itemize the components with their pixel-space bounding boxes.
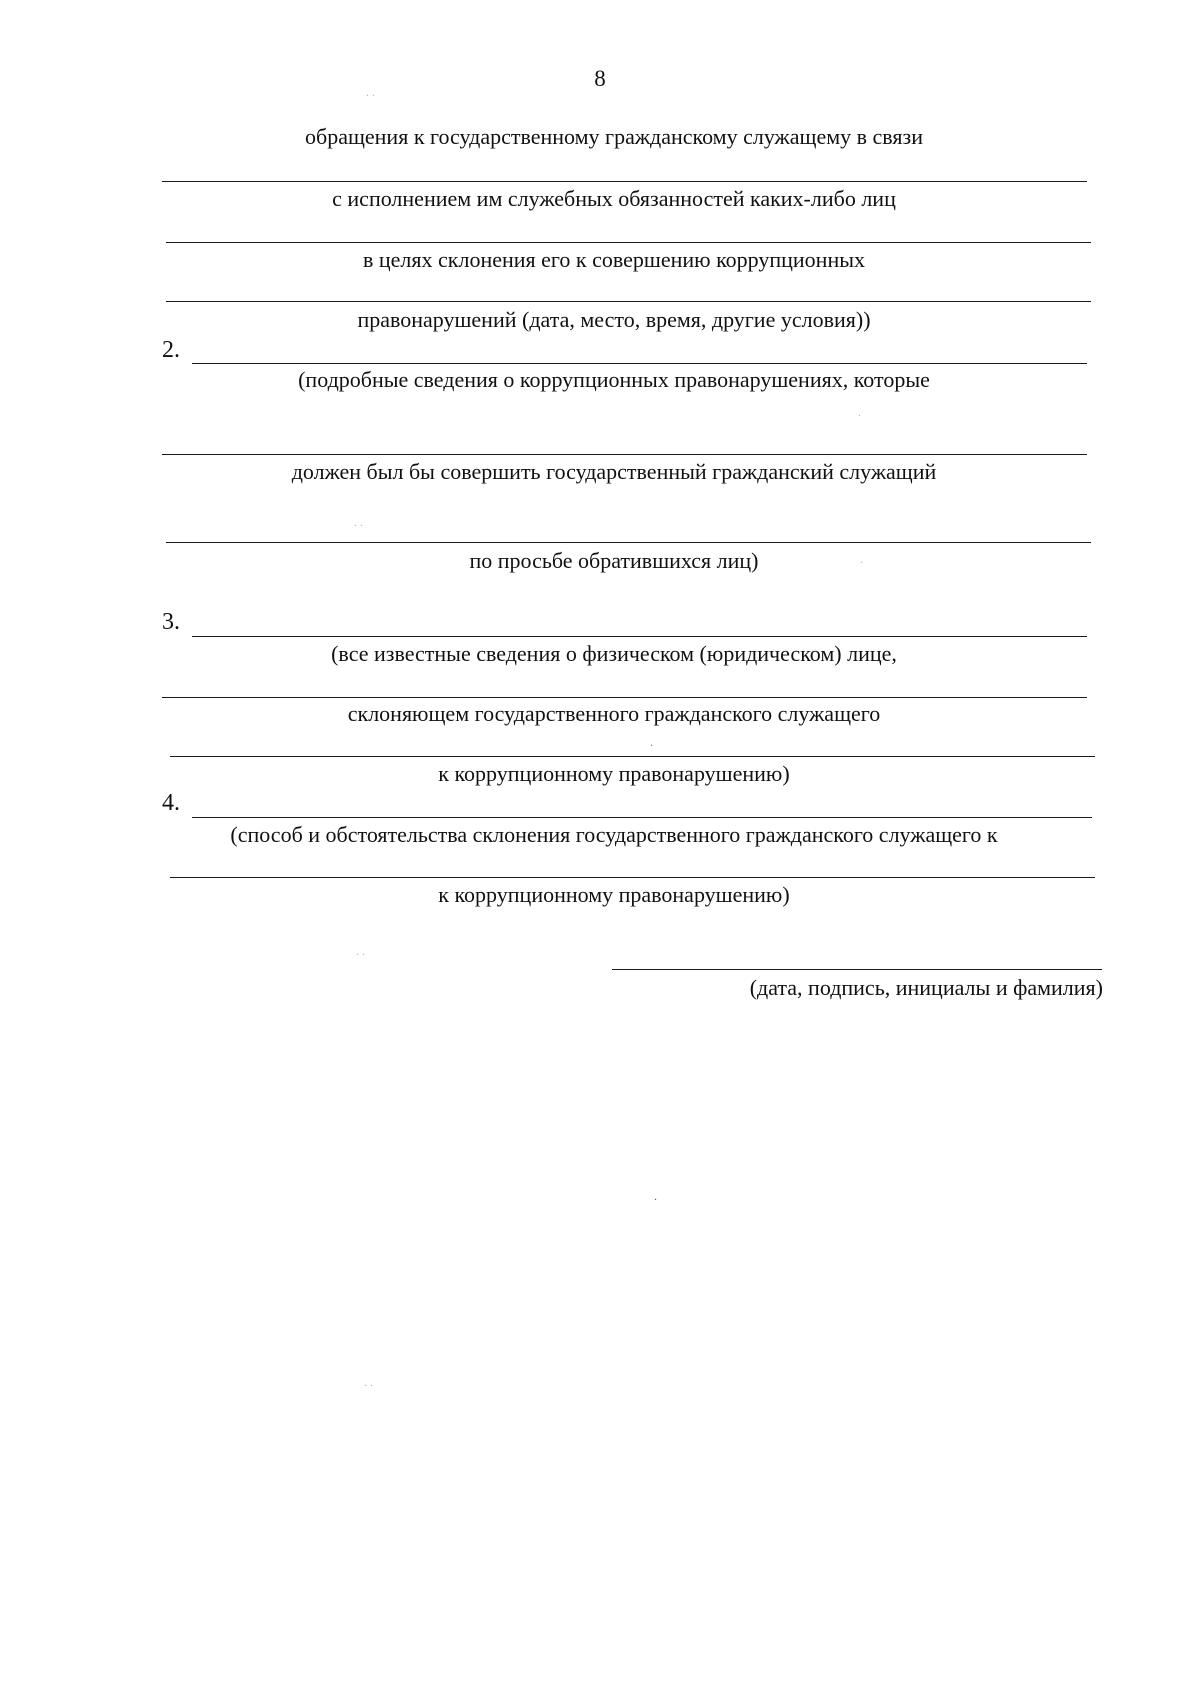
- scan-speck: . .: [366, 85, 375, 99]
- fill-line: [192, 363, 1087, 364]
- caption-line-10: к коррупционному правонарушению): [438, 761, 790, 786]
- caption-line-5: (подробные сведения о коррупционных правонарушениях, которые: [298, 367, 930, 392]
- scan-speck: .: [860, 552, 863, 566]
- caption-line-1: обращения к государственному гражданскому служащему в связи: [305, 124, 923, 149]
- caption-line-2: с исполнением им служебных обязанностей каких-либо лиц: [332, 186, 896, 211]
- scan-speck: .: [650, 735, 653, 749]
- item-number-4: 4.: [162, 790, 180, 816]
- fill-line: [166, 542, 1091, 543]
- fill-line: [166, 242, 1091, 243]
- fill-line: [162, 181, 1087, 182]
- fill-line: [162, 454, 1087, 455]
- item-number-2: 2.: [162, 337, 180, 363]
- item-number-3: 3.: [162, 609, 180, 635]
- caption-line-6: должен был бы совершить государственный гражданский служащий: [291, 459, 937, 484]
- caption-line-8: (все известные сведения о физическом (юридическом) лице,: [331, 641, 897, 666]
- scan-speck: .: [858, 405, 861, 419]
- caption-line-11: (способ и обстоятельства склонения государственного гражданского служащего к: [230, 822, 998, 847]
- fill-line: [192, 817, 1092, 818]
- fill-line: [170, 877, 1095, 878]
- fill-line: [162, 697, 1087, 698]
- signature-caption: (дата, подпись, инициалы и фамилия): [749, 975, 1103, 1000]
- caption-line-3: в целях склонения его к совершению коррупционных: [363, 247, 865, 272]
- caption-line-7: по просьбе обратившихся лиц): [469, 548, 759, 573]
- caption-line-9: склоняющем государственного гражданского служащего: [347, 701, 881, 726]
- caption-line-4: правонарушений (дата, место, время, другие условия)): [357, 307, 871, 332]
- signature-line: [612, 969, 1102, 970]
- scan-speck: . .: [364, 1375, 373, 1389]
- page-number: 8: [594, 66, 606, 91]
- fill-line: [170, 756, 1095, 757]
- fill-line: [166, 301, 1091, 302]
- fill-line: [192, 636, 1087, 637]
- scan-speck: .: [654, 1189, 657, 1203]
- caption-line-12: к коррупционному правонарушению): [438, 882, 790, 907]
- scan-speck: . .: [354, 515, 363, 529]
- scan-speck: . .: [356, 944, 365, 958]
